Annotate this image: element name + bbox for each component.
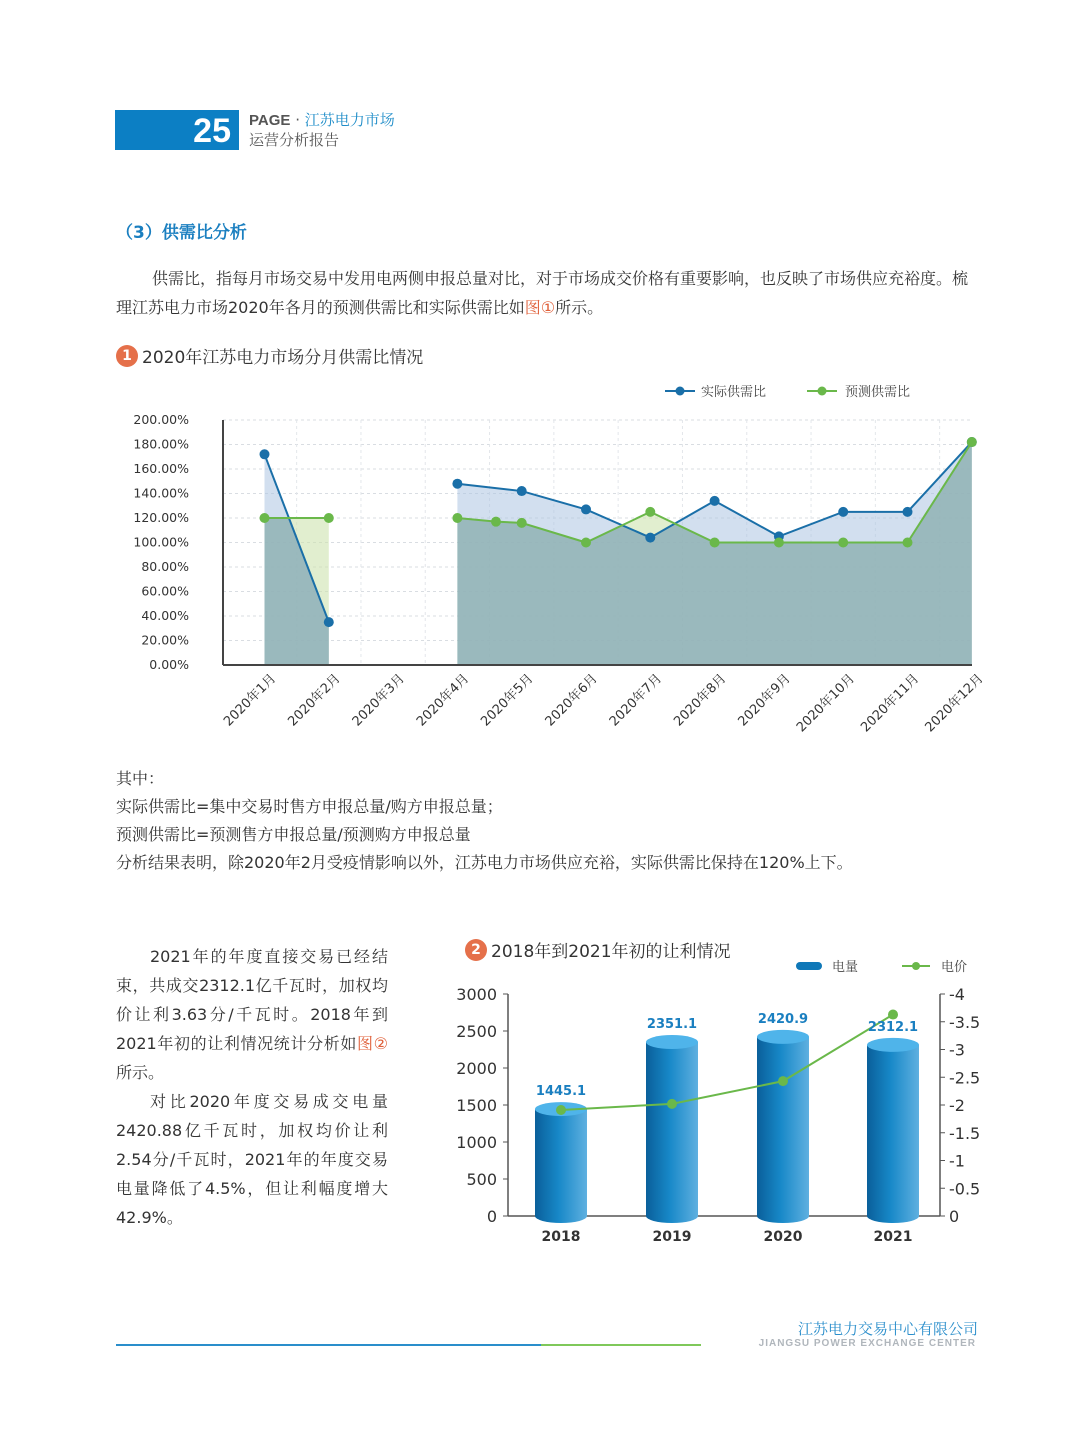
figure2-caption-text: 2018年到2021年初的让利情况 xyxy=(491,942,731,962)
chart2-right-tick: -4 xyxy=(949,985,965,1004)
header-separator: · xyxy=(295,111,300,129)
chart2-bar-top xyxy=(646,1035,698,1049)
chart1-y-tick: 0.00% xyxy=(149,657,189,672)
notes-line-3: 预测供需比=预测售方申报总量/预测购方申报总量 xyxy=(116,825,471,844)
header-magazine-line xyxy=(249,110,395,131)
chart2-bar-body xyxy=(757,1037,809,1223)
chart2-right-tick: -1 xyxy=(949,1151,965,1171)
chart2-price-point xyxy=(778,1076,788,1086)
chart2-left-tick: 2500 xyxy=(456,1022,497,1041)
chart2-price-point xyxy=(556,1105,566,1115)
price-concession-chart xyxy=(440,950,1000,1250)
chart1-point-forecast xyxy=(324,513,334,523)
chart1-x-tick: 2020年12月 xyxy=(922,671,987,736)
chart1-point-forecast xyxy=(260,513,270,523)
section-title: （3）供需比分析 xyxy=(116,223,247,243)
chart1-y-tick: 120.00% xyxy=(133,510,189,525)
formula-notes xyxy=(116,765,853,877)
figure1-badge: 1 xyxy=(116,345,138,367)
chart1-point-actual xyxy=(838,507,848,517)
chart1-point-forecast xyxy=(581,538,591,548)
chart2-x-tick: 2020 xyxy=(763,1229,803,1245)
legend-actual-label: 实际供需比 xyxy=(701,385,767,400)
supply-demand-chart xyxy=(0,370,1080,770)
chart2-price-point xyxy=(888,1010,898,1020)
figure1-caption xyxy=(116,343,423,368)
chart1-x-tick: 2020年9月 xyxy=(735,671,794,730)
chart2-legend xyxy=(796,959,967,975)
chart2-left-tick: 500 xyxy=(466,1170,497,1189)
footer-company-cn: 江苏电力交易中心有限公司 xyxy=(797,1320,978,1338)
intro-text-1: 供需比，指每月市场交易中发用电两侧申报总量对比，对于市场成交价格有重要影响，也反映了市场供应充裕度。梳理江苏电力市场2020年各月的预测供需比和实际供需比如 xyxy=(116,269,969,317)
chart2-bar-body xyxy=(535,1109,587,1223)
side-text-2: 所示。 xyxy=(116,1063,165,1082)
chart1-point-forecast xyxy=(710,538,720,548)
chart1-y-tick: 180.00% xyxy=(133,436,189,452)
chart2-bar xyxy=(757,1030,809,1223)
legend-forecast-marker xyxy=(818,387,827,396)
chart1-x-tick: 2020年5月 xyxy=(478,671,537,730)
chart1-point-actual xyxy=(452,479,462,489)
chart1-point-actual xyxy=(710,496,720,506)
chart1-x-tick: 2020年2月 xyxy=(285,671,344,730)
chart2-right-tick: -3.5 xyxy=(949,1012,981,1032)
page-label: PAGE xyxy=(249,112,291,129)
chart1-y-tick: 160.00% xyxy=(133,461,189,476)
chart1-point-forecast xyxy=(838,538,848,548)
chart1-point-actual xyxy=(903,507,913,517)
chart1-x-tick: 2020年8月 xyxy=(671,671,730,730)
chart2-left-tick: 2000 xyxy=(456,1059,497,1078)
legend-price-label: 电价 xyxy=(941,960,968,975)
chart1-x-tick: 2020年1月 xyxy=(221,671,280,730)
chart2-price-point xyxy=(667,1099,677,1109)
figure2-badge: 2 xyxy=(465,939,487,961)
chart1-point-actual xyxy=(324,617,334,627)
chart1-point-forecast xyxy=(491,517,501,527)
intro-text-2: 所示。 xyxy=(555,298,604,317)
chart1-x-tick: 2020年3月 xyxy=(349,671,408,730)
chart2-right-tick: 0 xyxy=(949,1207,960,1226)
chart1-point-forecast xyxy=(903,538,913,548)
chart2-right-tick: -3 xyxy=(949,1040,965,1060)
chart2-x-tick: 2019 xyxy=(652,1229,692,1245)
chart1-point-forecast xyxy=(452,513,462,523)
side-text-1: 2021年的年度直接交易已经结束，共成交2312.1亿千瓦时，加权均价让利3.63分/千瓦时。2018年到2021年初的让利情况统计分析如 xyxy=(116,947,388,1053)
chart2-x-tick: 2021 xyxy=(873,1229,913,1245)
notes-line-2: 实际供需比=集中交易时售方申报总量/购方申报总量； xyxy=(116,797,503,816)
legend-volume-label: 电量 xyxy=(832,960,859,975)
chart1-point-actual xyxy=(581,504,591,514)
chart1-y-tick: 140.00% xyxy=(133,485,189,501)
chart1-y-tick: 60.00% xyxy=(141,583,189,599)
chart1-x-tick: 2020年10月 xyxy=(793,671,859,736)
side-text-3: 对比2020年度交易成交电量2420.88亿千瓦时，加权均价让利2.54分/千瓦时，2021年的年度交易电量降低了4.5%，但让利幅度增大42.9%。 xyxy=(116,1092,388,1227)
chart2-left-tick: 0 xyxy=(486,1207,497,1226)
chart2-bar xyxy=(867,1038,919,1223)
chart2-price-line xyxy=(561,1015,893,1110)
intro-paragraph xyxy=(116,264,982,322)
chart1-x-tick: 2020年7月 xyxy=(606,671,666,730)
chart2-right-tick: -0.5 xyxy=(949,1179,981,1199)
chart2-right-tick: -1.5 xyxy=(949,1123,981,1143)
chart2-bar-top xyxy=(867,1038,919,1052)
chart1-y-tick: 20.00% xyxy=(141,632,189,648)
chart2-bar-label: 2312.1 xyxy=(867,1019,919,1035)
legend-price-marker xyxy=(912,962,920,970)
chart2-right-tick: -2.5 xyxy=(949,1068,981,1088)
chart1-y-tick: 40.00% xyxy=(141,608,189,623)
chart1-point-actual xyxy=(517,486,527,496)
chart1-point-actual xyxy=(260,449,270,459)
chart2-right-tick: -2 xyxy=(949,1096,965,1115)
report-subtitle: 运营分析报告 xyxy=(249,131,340,149)
chart1-legend xyxy=(665,385,910,400)
notes-line-1: 其中： xyxy=(116,769,165,788)
chart2-bar-top xyxy=(757,1030,809,1044)
chart2-bar xyxy=(646,1035,698,1223)
chart1-point-forecast xyxy=(645,507,655,517)
figure2-reference: 图② xyxy=(357,1034,388,1053)
chart2-x-tick: 2018 xyxy=(541,1229,581,1245)
footer-company-en: JIANGSU POWER EXCHANGE CENTER xyxy=(758,1338,976,1349)
chart1-x-tick: 2020年11月 xyxy=(858,671,923,736)
footer-divider-blue xyxy=(116,1344,541,1346)
chart1-y-tick: 80.00% xyxy=(141,559,189,574)
chart1-x-tick: 2020年4月 xyxy=(413,671,473,730)
magazine-name: 江苏电力市场 xyxy=(304,111,395,129)
chart2-bar-label: 2420.9 xyxy=(757,1011,809,1027)
chart2-bar-body xyxy=(867,1045,919,1223)
legend-volume-marker xyxy=(796,962,822,970)
footer-divider-green xyxy=(541,1344,701,1346)
annual-trade-text xyxy=(116,942,388,1232)
legend-actual-marker xyxy=(676,387,685,396)
page-number: 25 xyxy=(115,110,239,150)
chart2-bar-label: 1445.1 xyxy=(535,1084,587,1100)
chart1-x-tick: 2020年6月 xyxy=(542,671,601,730)
legend-forecast-label: 预测供需比 xyxy=(845,385,911,400)
chart1-point-forecast xyxy=(517,518,527,528)
chart1-area-overlap xyxy=(457,442,971,665)
chart1-point-forecast xyxy=(774,538,784,548)
figure1-reference: 图① xyxy=(524,298,556,317)
chart2-bar-label: 2351.1 xyxy=(646,1017,698,1033)
notes-line-4: 分析结果表明，除2020年2月受疫情影响以外，江苏电力市场供应充裕，实际供需比保持在120%上下。 xyxy=(116,853,853,872)
chart1-point-actual xyxy=(645,533,655,543)
chart2-left-tick: 1000 xyxy=(456,1133,497,1152)
chart2-left-tick: 3000 xyxy=(456,985,497,1004)
chart1-point-forecast xyxy=(967,437,977,447)
chart2-bar xyxy=(535,1102,587,1223)
figure1-caption-text: 2020年江苏电力市场分月供需比情况 xyxy=(142,348,424,368)
chart1-y-tick: 200.00% xyxy=(133,412,189,427)
chart2-bar-body xyxy=(646,1042,698,1223)
chart2-left-tick: 1500 xyxy=(456,1096,497,1115)
chart1-y-tick: 100.00% xyxy=(133,534,189,550)
